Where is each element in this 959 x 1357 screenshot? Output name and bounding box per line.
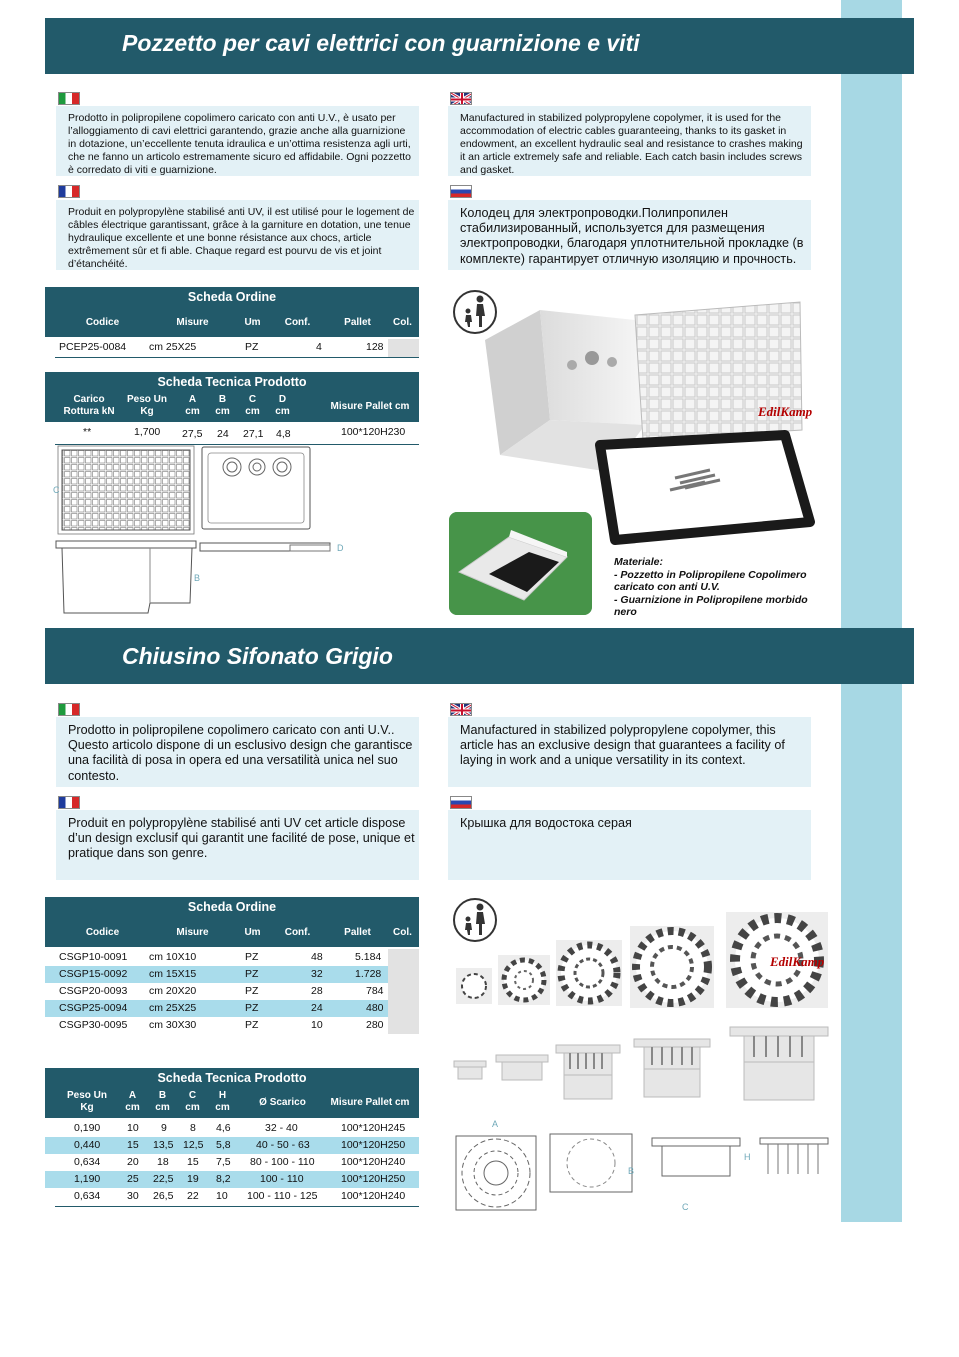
cell-h: 5,8	[216, 1139, 231, 1151]
uk-flag-icon	[450, 703, 472, 716]
section2-text-ru: Крышка для водостока серая	[448, 810, 811, 880]
italy-flag-icon	[58, 92, 80, 105]
cell-a: 30	[127, 1190, 139, 1202]
cell-code: PCEP25-0084	[59, 341, 127, 353]
section1-text-it: Prodotto in polipropilene copolimero caricato con anti U.V., è usato per l’alloggiamento di cavi elettrici garantendo, grazie anche alla guarnizione in dotazione, un’eccellente tenuta idraulica e un’ottima resistenza agli urti, che ne fanno un articolo estremamente sicuro ed affidabile. Ogni pozzetto è corredato di viti e guarnizione.	[56, 106, 419, 176]
cell-drain: 80 - 100 - 110	[250, 1156, 315, 1168]
title-bar-end	[902, 18, 914, 74]
cell-um: PZ	[245, 968, 259, 980]
col-header: B cm	[215, 394, 230, 417]
cell-drain: 32 - 40	[265, 1122, 298, 1134]
cell-c: 8	[190, 1122, 196, 1134]
cell-weight: 0,634	[74, 1156, 101, 1168]
col-header: Misure Pallet cm	[330, 1097, 410, 1108]
grate-20	[556, 940, 622, 1006]
cell-pallet: 480	[366, 1002, 384, 1014]
cell-conf: 24	[311, 1002, 323, 1014]
col-header: Peso Un Kg	[126, 394, 167, 417]
russia-flag-icon	[450, 185, 472, 198]
cell-b: 18	[157, 1156, 169, 1168]
col-header: Misure Pallet cm	[330, 401, 410, 412]
table-row	[45, 424, 419, 441]
cell-conf: 48	[311, 951, 323, 963]
tech-table-header	[45, 372, 419, 422]
col-header: Col.	[393, 317, 412, 328]
col-header: A cm	[185, 394, 200, 417]
dim-label-b: B	[194, 573, 201, 583]
cell-pallet-size: 100*120H250	[341, 1173, 406, 1185]
cell-weight: 0,190	[74, 1122, 101, 1134]
section1-text-ru: Колодец для электропроводки.Полипропилен стабилизированный, используется для размещения электропроводки, благодаря уплотнительной прокладке (в комплекте) гарантирует отличную изоляцию и прочность.	[448, 200, 811, 270]
cell-b: 26,5	[153, 1190, 174, 1202]
cell-conf: 32	[311, 968, 323, 980]
section2-title: Chiusino Sifonato Grigio	[122, 643, 393, 669]
table-row	[45, 966, 388, 983]
table-row	[45, 1017, 419, 1034]
cell-c: 15	[187, 1156, 199, 1168]
cell-conf: 10	[311, 1019, 323, 1031]
section1-title: Pozzetto per cavi elettrici con guarnizione e viti	[122, 30, 640, 56]
cell-c: 22	[187, 1190, 199, 1202]
cell-pallet: 128	[366, 341, 384, 353]
cell-a: 25	[127, 1173, 139, 1185]
cell-a: 27,5	[182, 428, 203, 440]
section1-title-bar	[45, 18, 914, 74]
table-row	[45, 1137, 419, 1154]
cell-pallet-size: 100*120H230	[341, 426, 406, 438]
col-header: Pallet	[344, 927, 371, 938]
cell-h: 10	[216, 1190, 228, 1202]
cell-d: 4,8	[276, 428, 291, 440]
tech-table-title: Scheda Tecnica Prodotto	[157, 1071, 307, 1085]
cell-a: 10	[127, 1122, 139, 1134]
cell-code: CSGP30-0095	[59, 1019, 128, 1031]
cell-um: PZ	[245, 1002, 259, 1014]
col-header: Codice	[85, 927, 120, 938]
col-header: B cm	[155, 1090, 170, 1113]
order-table-header	[45, 897, 419, 947]
cell-weight: 1,700	[134, 426, 161, 438]
col-header: Um	[244, 317, 261, 328]
grate-15	[498, 955, 550, 1005]
cell-um: PZ	[245, 341, 259, 353]
cell-h: 8,2	[216, 1173, 231, 1185]
section2-text-en: Manufactured in stabilized polypropylene copolymer, this article has an exclusive design that guarantees a facility of laying in work and a unique versatility in its context.	[448, 717, 811, 787]
section1-technical-drawing	[50, 443, 350, 618]
cell-pallet-size: 100*120H250	[341, 1139, 406, 1151]
col-header: C cm	[185, 1090, 200, 1113]
section2-title-bar	[45, 628, 914, 684]
tech-table-header	[45, 1068, 419, 1118]
cell-drain: 100 - 110	[260, 1173, 304, 1185]
dim-label-h: H	[744, 1152, 751, 1162]
section1-product-image	[480, 290, 820, 545]
cell-weight: 1,190	[74, 1173, 101, 1185]
dim-label-c: C	[682, 1202, 689, 1212]
cell-h: 4,6	[216, 1122, 231, 1134]
cell-pallet-size: 100*120H240	[341, 1156, 406, 1168]
russia-flag-icon	[450, 796, 472, 809]
order-table-header	[45, 287, 419, 337]
section2-text-fr: Produit en polypropylène stabilisé anti UV cet article dispose d’un design exclusif qui garantit une facilité de pose, unique et pratique dans son genre.	[56, 810, 419, 880]
section2-tech-table	[45, 1068, 419, 1207]
section1-material-note: Materiale: - Pozzetto in Polipropilene Copolimero caricato con anti U.V. - Guarnizione in Polipropilene morbido nero	[614, 556, 808, 618]
cell-conf: 4	[316, 341, 322, 353]
cell-pallet: 1.728	[355, 968, 382, 980]
cell-b: 22,5	[153, 1173, 174, 1185]
order-table-title: Scheda Ordine	[187, 900, 277, 914]
cell-weight: 0,634	[74, 1190, 101, 1202]
col-header: Ø Scarico	[259, 1097, 306, 1108]
cell-c: 27,1	[243, 428, 264, 440]
cell-c: 19	[187, 1173, 199, 1185]
cell-weight: 0,440	[74, 1139, 101, 1151]
cell-size: cm 25X25	[149, 1002, 197, 1014]
cell-b: 13,5	[153, 1139, 174, 1151]
table-row	[45, 1000, 388, 1017]
cell-size: cm 20X20	[149, 985, 197, 997]
section1-installed-photo	[449, 512, 592, 615]
cell-c: 12,5	[183, 1139, 204, 1151]
cell-drain: 100 - 110 - 125	[247, 1190, 318, 1202]
col-header: Conf.	[284, 927, 311, 938]
france-flag-icon	[58, 185, 80, 198]
section1-tech-table	[45, 372, 419, 445]
france-flag-icon	[58, 796, 80, 809]
col-header: H cm	[215, 1090, 230, 1113]
cell-size: cm 10X10	[149, 951, 197, 963]
cell-conf: 28	[311, 985, 323, 997]
uk-flag-icon	[450, 92, 472, 105]
grate-10	[456, 968, 492, 1004]
cell-pallet-size: 100*120H245	[341, 1122, 406, 1134]
col-header: Peso Un Kg	[66, 1090, 107, 1113]
cell-pallet: 5.184	[355, 951, 382, 963]
cell-a: 20	[127, 1156, 139, 1168]
cell-code: CSGP20-0093	[59, 985, 128, 997]
tech-table-body	[45, 1120, 419, 1205]
cell-b: 24	[217, 428, 229, 440]
section1-text-en: Manufactured in stabilized polypropylene copolymer, it is used for the accommodation of electric cables guaranteeing, thanks to its gasket in endowment, an excellent hydraulic seal and resistance to crashes making it an article extremely safe and reliable. Each catch basin includes screws and gasket.	[448, 106, 811, 176]
table-row	[45, 1120, 419, 1137]
col-header: Col.	[393, 927, 412, 938]
cell-pallet-size: 100*120H240	[341, 1190, 406, 1202]
section1-text-fr: Produit en polypropylène stabilisé anti UV, il est utilisé pour le logement de câbles électrique garantissant, grâce à la garniture en dotation, une tenue hydraulique excellente et une bonne résistance aux chocs, article extrêmement sûr et fi able. Chaque regard est pourvu de vis et joint d’étanchéité.	[56, 200, 419, 270]
col-header: Misure	[176, 317, 209, 328]
cell-pallet: 784	[366, 985, 384, 997]
grate-25	[630, 926, 714, 1008]
cell-size: cm 15X15	[149, 968, 197, 980]
section2-order-table	[45, 897, 419, 1034]
section1-order-table	[45, 287, 419, 358]
cell-code: CSGP25-0094	[59, 1002, 128, 1014]
col-header: C cm	[245, 394, 260, 417]
order-table-body	[45, 949, 419, 1034]
order-table-title: Scheda Ordine	[187, 290, 277, 304]
table-row	[45, 339, 419, 357]
cell-code: CSGP15-0092	[59, 968, 128, 980]
dim-label-a: A	[492, 1119, 499, 1129]
col-cell	[388, 339, 419, 357]
col-header: Um	[244, 927, 261, 938]
cell-um: PZ	[245, 985, 259, 997]
italy-flag-icon	[58, 703, 80, 716]
cell-b: 9	[161, 1122, 167, 1134]
cell-size: cm 30X30	[149, 1019, 197, 1031]
brand-logo: EdilKamp	[770, 954, 825, 969]
col-header: Conf.	[284, 317, 311, 328]
col-header: Misure	[176, 927, 209, 938]
section2-product-side-views	[452, 1025, 832, 1105]
cell-code: CSGP10-0091	[59, 951, 128, 963]
table-row	[45, 983, 419, 1000]
brand-logo: EdilKamp	[758, 404, 813, 419]
table-row	[45, 1154, 419, 1171]
section2-technical-drawing	[452, 1118, 832, 1213]
dim-label-c: C	[53, 485, 60, 495]
table-row	[45, 1188, 419, 1205]
dim-label-d: D	[337, 543, 344, 553]
divider	[55, 1206, 419, 1207]
cell-um: PZ	[245, 951, 259, 963]
cell-a: 15	[127, 1139, 139, 1151]
col-header: D cm	[275, 394, 290, 417]
col-header: Carico Rottura kN	[63, 394, 115, 417]
cell-um: PZ	[245, 1019, 259, 1031]
cell-size: cm 25X25	[149, 341, 197, 353]
section2-product-grates	[452, 910, 832, 1010]
table-row	[45, 1171, 419, 1188]
side-strip	[841, 0, 902, 1222]
col-header: Pallet	[344, 317, 371, 328]
cell-load: **	[83, 426, 92, 438]
cell-pallet: 280	[366, 1019, 384, 1031]
col-header: Codice	[85, 317, 120, 328]
cell-drain: 40 - 50 - 63	[256, 1139, 310, 1151]
cell-h: 7,5	[216, 1156, 231, 1168]
divider	[55, 357, 419, 358]
section2-text-it: Prodotto in polipropilene copolimero caricato con anti U.V.. Questo articolo dispone di un esclusivo design che garantisce una facilità di posa in opera ed una versatilità unica nel suo contesto.	[56, 717, 419, 787]
col-header: A cm	[125, 1090, 140, 1113]
dim-label-b: B	[628, 1166, 635, 1176]
title-bar-end	[902, 628, 914, 684]
table-row	[45, 949, 419, 966]
tech-table-title: Scheda Tecnica Prodotto	[157, 375, 307, 389]
